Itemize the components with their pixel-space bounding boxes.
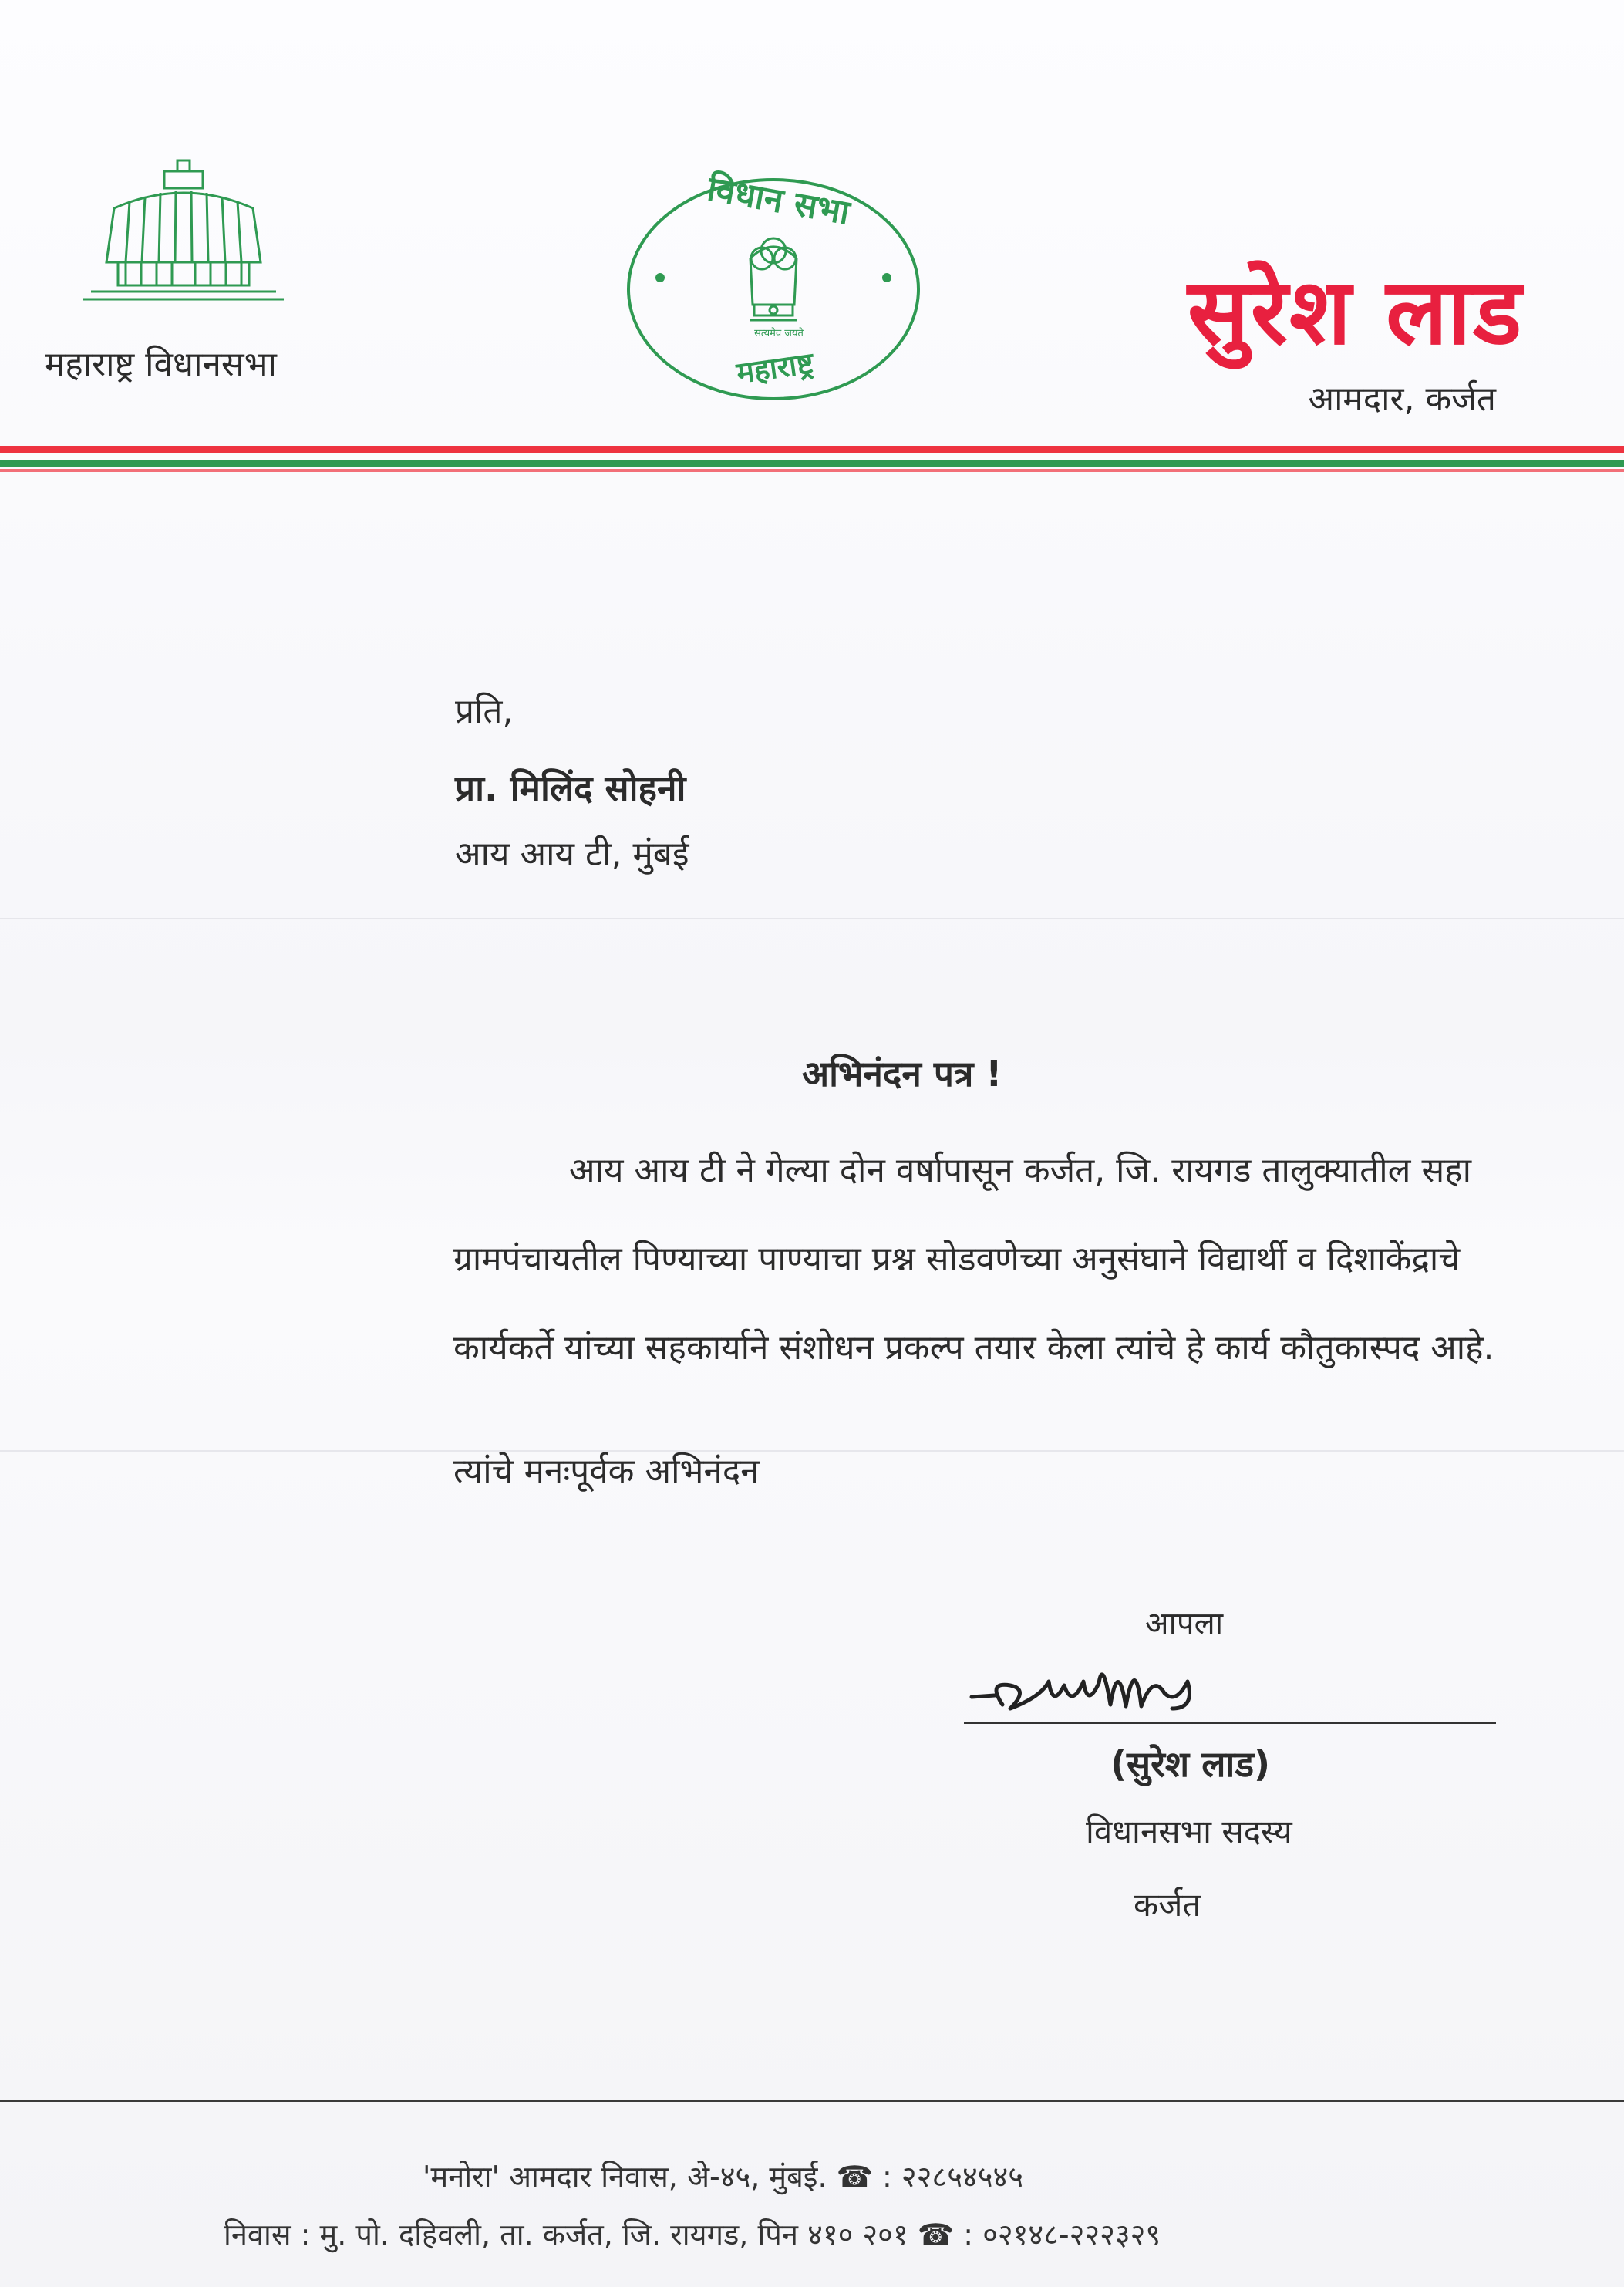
handwritten-signature: [956, 1651, 1357, 1720]
paper-fold-line: [0, 1450, 1624, 1452]
signatory-role: विधानसभा सदस्य: [1086, 1813, 1292, 1850]
assembly-caption: महाराष्ट्र विधानसभा: [45, 345, 277, 384]
footer-address-mumbai: 'मनोरा' आमदार निवास, अे-४५, मुंबई. ☎ : २२८५४५४५: [423, 2160, 1023, 2194]
recipient-institution: आय आय टी, मुंबई: [455, 835, 689, 874]
footer-rule: [0, 2100, 1624, 2102]
paper-fold-line: [0, 918, 1624, 919]
letter-closing: त्यांचे मनःपूर्वक अभिनंदन: [453, 1452, 760, 1491]
signatory-name: (सुरेश लाड): [1110, 1743, 1270, 1785]
recipient-name: प्रा. मिलिंद सोहनी: [455, 767, 686, 809]
sender-designation: आमदार, कर्जत: [1308, 379, 1496, 419]
header-band-red: [0, 446, 1624, 453]
signatory-place: कर्जत: [1134, 1886, 1201, 1924]
seal-bottom-text: महाराष्ट्र: [734, 346, 816, 390]
sender-name-title: सुरेश लाड: [1187, 258, 1523, 365]
vidhan-bhavan-building-icon: [83, 154, 284, 312]
footer-address-residence: निवास : मु. पो. दहिवली, ता. कर्जत, जि. रायगड, पिन ४१० २०१ ☎ : ०२१४८-२२२३२९: [224, 2218, 1161, 2252]
header-band-white: [0, 453, 1624, 460]
seal-top-text: विधान सभा: [704, 169, 853, 233]
header-band-green: [0, 460, 1624, 467]
letter-subject: अभिनंदन पत्र !: [802, 1053, 1002, 1095]
header-band-red-thin: [0, 469, 1624, 472]
ashoka-emblem-icon: [750, 238, 797, 320]
recipient-salutation: प्रति,: [455, 692, 514, 731]
letter-body-paragraph: आय आय टी ने गेल्या दोन वर्षापासून कर्जत, जि. रायगड तालुक्यातील सहा ग्रामपंचायतील पिण्याच्या पाण्याचा प्रश्न सोडवणेच्या अनुसंघाने विद्यार्थी व दिशाकेंद्राचे कार्यकर्ते यांच्या सहकार्याने संशोधन प्रकल्प तयार केला त्यांचे हे कार्य कौतुकास्पद आहे.: [453, 1151, 1494, 1368]
seal-motto: सत्यमेव जयते: [754, 328, 804, 339]
valediction: आपला: [1145, 1606, 1224, 1641]
signature-line: [964, 1722, 1496, 1724]
